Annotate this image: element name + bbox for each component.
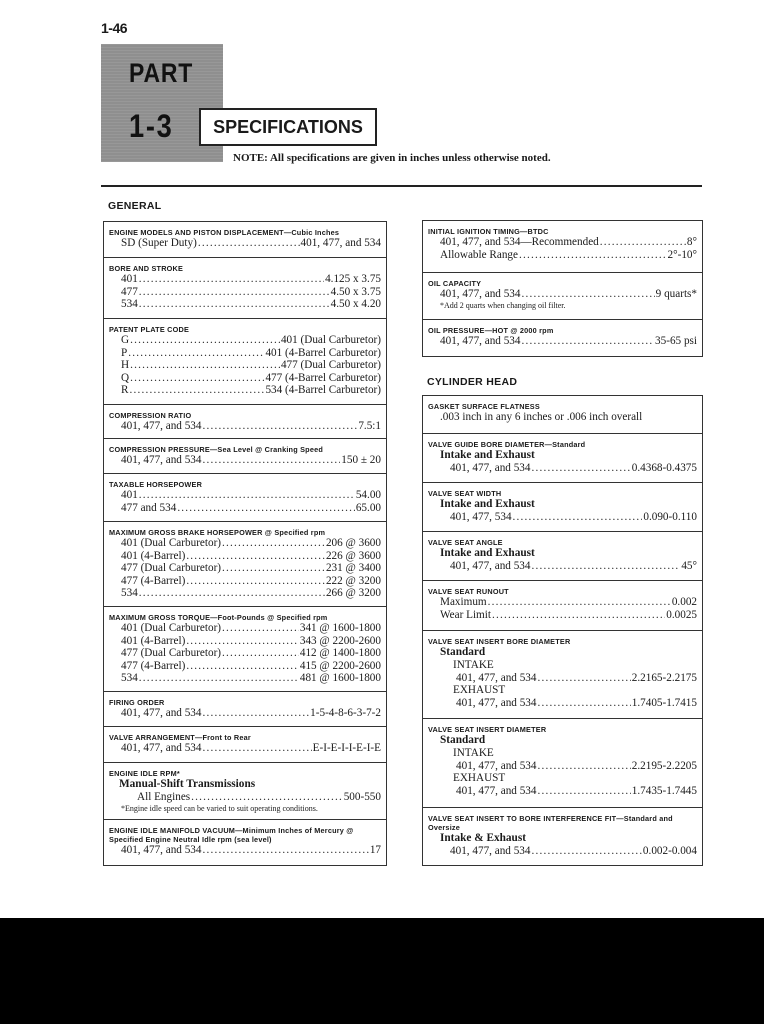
spec-row: 401, 477, and 534 ..... 7.5:1 xyxy=(109,420,381,433)
spec-row: 401, 477, and 534 ..... E-I-E-I-I-E-I-E xyxy=(109,742,381,755)
spec-row: All Engines ..... 500-550 xyxy=(109,791,381,804)
spec-row: 534 ..... 4.50 x 4.20 xyxy=(109,298,381,311)
page-number: 1-46 xyxy=(101,20,128,36)
spec-section xyxy=(104,691,386,726)
section-title: FIRING ORDER xyxy=(109,698,165,707)
section-title: VALVE SEAT INSERT BORE DIAMETER xyxy=(428,637,571,646)
exhaust-label: EXHAUST xyxy=(453,772,506,785)
spec-row: 401, 477, and 534 ..... 0.4368-0.4375 xyxy=(428,462,697,475)
section-title: VALVE SEAT RUNOUT xyxy=(428,587,509,596)
section-title: VALVE SEAT INSERT TO BORE INTERFERENCE FIT—Standard and Oversize xyxy=(428,814,673,832)
section-title: TAXABLE HORSEPOWER xyxy=(109,480,203,489)
part-number: 1-3 xyxy=(129,108,174,144)
section-title: ENGINE IDLE RPM* xyxy=(109,769,180,778)
spec-row: 477 (Dual Carburetor) ..... 231 @ 3400 xyxy=(109,562,381,575)
spec-row: P ..... 401 (4-Barrel Carburetor) xyxy=(109,347,381,360)
section-subtitle: Manual-Shift Transmissions xyxy=(119,778,256,790)
scan-bottom-band xyxy=(0,918,764,1024)
spec-row: R ..... 534 (4-Barrel Carburetor) xyxy=(109,384,381,397)
spec-row: 401, 477, and 534 ..... 1.7435-1.7445 xyxy=(428,785,697,798)
header-divider xyxy=(101,185,702,187)
spec-section xyxy=(104,222,386,257)
spec-row: 401, 477, and 534—Recommended ..... 8° xyxy=(428,236,697,249)
spec-section xyxy=(104,521,386,606)
section-title: VALVE SEAT INSERT DIAMETER xyxy=(428,725,547,734)
spec-row: 401, 477, and 534 ..... 2.2165-2.2175 xyxy=(428,672,697,685)
spec-row: 401 (Dual Carburetor) ..... 206 @ 3600 xyxy=(109,537,381,550)
section-title: OIL CAPACITY xyxy=(428,279,482,288)
spec-row: 401, 477, and 534 ..... 9 quarts* xyxy=(428,288,697,301)
spec-section xyxy=(423,433,702,482)
spec-section xyxy=(104,438,386,473)
spec-row: 401, 477, and 534 ..... 35-65 psi xyxy=(428,335,697,348)
section-title: OIL PRESSURE—HOT @ 2000 rpm xyxy=(428,326,554,335)
spec-row: 401, 477, and 534 ..... 0.002-0.004 xyxy=(428,845,697,858)
section-title: VALVE GUIDE BORE DIAMETER—Standard xyxy=(428,440,586,449)
section-subtitle: Intake and Exhaust xyxy=(440,498,535,510)
footnote: *Add 2 quarts when changing oil filter. xyxy=(440,300,566,310)
footnote: *Engine idle speed can be varied to suit operating conditions. xyxy=(121,803,318,813)
section-subtitle: Standard xyxy=(440,734,486,746)
intake-label: INTAKE xyxy=(453,659,494,671)
spec-row: 401, 477, and 534 ..... 45° xyxy=(428,560,697,573)
spec-section xyxy=(423,319,702,356)
cylinder-head-heading: CYLINDER HEAD xyxy=(427,376,518,388)
spec-row: Maximum ..... 0.002 xyxy=(428,596,697,609)
section-subtitle: Intake and Exhaust xyxy=(440,547,535,559)
spec-text: .003 inch in any 6 inches or .006 inch overall xyxy=(440,411,643,423)
spec-section xyxy=(423,580,702,630)
spec-row: 534 ..... 481 @ 1600-1800 xyxy=(109,672,381,685)
spec-row: 401, 477, and 534 ..... 1-5-4-8-6-3-7-2 xyxy=(109,707,381,720)
section-title: INITIAL IGNITION TIMING—BTDC xyxy=(428,227,549,236)
spec-row: 477 and 534 ..... 65.00 xyxy=(109,502,381,515)
spec-section xyxy=(104,606,386,691)
spec-section xyxy=(423,630,702,718)
section-subtitle: Intake and Exhaust xyxy=(440,449,535,461)
spec-section xyxy=(104,257,386,318)
section-title: ENGINE IDLE MANIFOLD VACUUM—Minimum Inches of Mercury @ Specified Engine Neutral Idle rpm (sea level) xyxy=(109,826,354,844)
spec-row: 401, 477, 534 ..... 0.090-0.110 xyxy=(428,511,697,524)
section-title: PATENT PLATE CODE xyxy=(109,325,190,334)
spec-row: 401, 477, and 534 ..... 150 ± 20 xyxy=(109,454,381,467)
cylinder-head-specs-table xyxy=(422,395,703,866)
spec-row: 477 (4-Barrel) ..... 415 @ 2200-2600 xyxy=(109,660,381,673)
units-note: NOTE: All specifications are given in inches unless otherwise noted. xyxy=(233,152,551,164)
spec-section xyxy=(423,396,702,433)
spec-section xyxy=(423,482,702,531)
exhaust-label: EXHAUST xyxy=(453,684,506,697)
spec-row: 401 (4-Barrel) ..... 226 @ 3600 xyxy=(109,550,381,563)
section-title: ENGINE MODELS AND PISTON DISPLACEMENT—Cubic Inches xyxy=(109,228,340,237)
spec-section xyxy=(104,726,386,762)
spec-row: H ..... 477 (Dual Carburetor) xyxy=(109,359,381,372)
spec-row: 401, 477, and 534 ..... 1.7405-1.7415 xyxy=(428,697,697,710)
general-specs-table xyxy=(103,221,387,866)
section-title: VALVE SEAT ANGLE xyxy=(428,538,503,547)
section-title: COMPRESSION PRESSURE—Sea Level @ Cranking Speed xyxy=(109,445,323,454)
spec-section xyxy=(423,718,702,807)
spec-section xyxy=(423,221,702,272)
spec-section xyxy=(104,318,386,404)
section-title: COMPRESSION RATIO xyxy=(109,411,192,420)
spec-row: 401 (4-Barrel) ..... 343 @ 2200-2600 xyxy=(109,635,381,648)
section-title: VALVE SEAT WIDTH xyxy=(428,489,502,498)
section-title: VALVE ARRANGEMENT—Front to Rear xyxy=(109,733,251,742)
section-subtitle: Standard xyxy=(440,646,486,658)
spec-row: Wear Limit ..... 0.0025 xyxy=(428,609,697,622)
spec-section xyxy=(423,531,702,580)
spec-row: SD (Super Duty) ..... 401, 477, and 534 xyxy=(109,237,381,250)
spec-row: 401 ..... 54.00 xyxy=(109,489,381,502)
spec-row: G ..... 401 (Dual Carburetor) xyxy=(109,334,381,347)
page-title: SPECIFICATIONS xyxy=(199,108,377,146)
spec-section xyxy=(104,762,386,819)
ignition-oil-specs-table xyxy=(422,220,703,357)
spec-row: 477 ..... 4.50 x 3.75 xyxy=(109,286,381,299)
section-title: MAXIMUM GROSS BRAKE HORSEPOWER @ Specified rpm xyxy=(109,528,326,537)
spec-row: Allowable Range ..... 2°-10° xyxy=(428,249,697,262)
spec-row: 534 ..... 266 @ 3200 xyxy=(109,587,381,600)
spec-section xyxy=(104,473,386,521)
section-title: BORE AND STROKE xyxy=(109,264,184,273)
spec-row: 401 ..... 4.125 x 3.75 xyxy=(109,273,381,286)
intake-label: INTAKE xyxy=(453,747,494,759)
spec-section xyxy=(423,272,702,319)
spec-row: 477 (Dual Carburetor) ..... 412 @ 1400-1800 xyxy=(109,647,381,660)
spec-row: 401 (Dual Carburetor) ..... 341 @ 1600-1800 xyxy=(109,622,381,635)
spec-row: 477 (4-Barrel) ..... 222 @ 3200 xyxy=(109,575,381,588)
spec-section xyxy=(423,807,702,865)
general-heading: GENERAL xyxy=(108,200,162,212)
part-word: PART xyxy=(129,58,194,88)
section-title: GASKET SURFACE FLATNESS xyxy=(428,402,540,411)
spec-row: Q ..... 477 (4-Barrel Carburetor) xyxy=(109,372,381,385)
section-subtitle: Intake & Exhaust xyxy=(440,832,527,844)
spec-row: 401, 477, and 534 ..... 2.2195-2.2205 xyxy=(428,760,697,773)
spec-row: 401, 477, and 534 ..... 17 xyxy=(109,844,381,857)
section-title: MAXIMUM GROSS TORQUE—Foot-Pounds @ Specified rpm xyxy=(109,613,328,622)
spec-section xyxy=(104,404,386,438)
spec-section xyxy=(104,819,386,864)
